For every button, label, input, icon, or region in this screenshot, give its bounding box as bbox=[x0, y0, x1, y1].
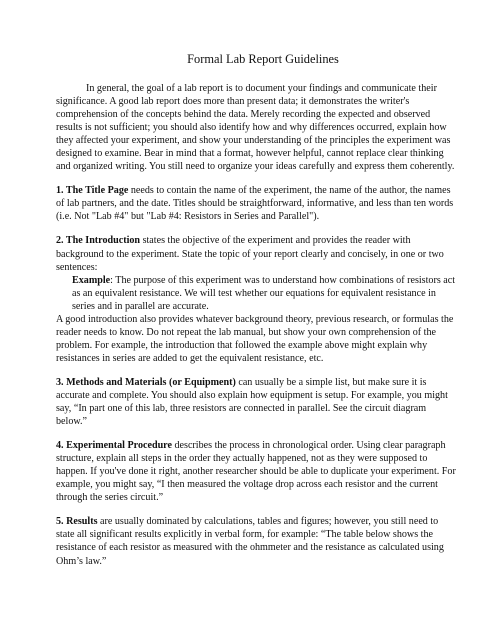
section-heading: 1. The Title Page bbox=[56, 185, 129, 197]
section-text: states the objective of the experiment and provides the reader with background to the experiment. State the topic of your report clearly and concisely, in one or two sentences: bbox=[56, 235, 444, 273]
section-text: describes the process in chronological order. Using clear paragraph structure, explain all steps in the order they actually happened, not as they were supposed to happen. If you've done it right, another researcher should be able to duplicate your experiment. For example, you might say, “I then measured the voltage drop across each resistor and the current through the series circuit.” bbox=[56, 440, 456, 504]
intro-paragraph: In general, the goal of a lab report is to document your findings and communicate their significance. A good lab report does more than present data; it demonstrates the writer's comprehension of the concepts behind the data. Merely recording the expected and observed results is not sufficient; you should also identify how and why differences occurred, explain how they affected your experiment, and show your understanding of the principles the experiment was designed to examine. Bear in mind that a format, however helpful, cannot replace clear thinking and organized writing. You still need to organize your ideas carefully and express them coherently. bbox=[56, 83, 455, 173]
section-text: can usually be a simple list, but make sure it is accurate and complete. You should also explain how equipment is setup. For example, you might say, “In part one of this lab, three resistors are connected in parallel. See the circuit diagram below.” bbox=[56, 376, 448, 428]
example-text: : The purpose of this experiment was to understand how combinations of resistors act as an equivalent resistance. We will test whether our equations for equivalent resistance in series and in parallel are accurate. bbox=[72, 274, 456, 312]
example-label: Example bbox=[72, 274, 111, 286]
section-heading: 4. Experimental Procedure bbox=[56, 440, 172, 452]
section-heading: 3. Methods and Materials (or Equipment) bbox=[56, 376, 236, 388]
page-title: Formal Lab Report Guidelines bbox=[187, 52, 339, 66]
section-heading: 2. The Introduction bbox=[56, 235, 141, 247]
example-paragraph bbox=[56, 274, 456, 313]
spacer bbox=[56, 504, 456, 515]
section-title-page bbox=[56, 184, 456, 223]
section-introduction bbox=[56, 234, 456, 273]
spacer bbox=[56, 223, 456, 234]
spacer bbox=[56, 428, 456, 439]
section-text: needs to contain the name of the experiment, the name of the author, the names of lab partners, and the date. Titles should be straightforward, informative, and less than ten words (i.e. Not "Lab #4" but "Lab #4: Resistors in Series and Parallel"). bbox=[56, 185, 454, 223]
spacer bbox=[56, 173, 456, 184]
introduction-followup: A good introduction also provides whatever background theory, previous research, or formulas the reader needs to know. Do not repeat the lab manual, but show your own comprehension of the problem. For example, the introduction that followed the example above might explain why resistances in series are added to get the equivalent resistance, etc. bbox=[56, 313, 454, 364]
section-methods bbox=[56, 376, 456, 428]
section-heading: 5. Results bbox=[56, 516, 98, 528]
document-page bbox=[56, 52, 456, 568]
section-results bbox=[56, 515, 456, 567]
spacer bbox=[56, 365, 456, 376]
section-text: are usually dominated by calculations, tables and figures; however, you still need to state all significant results explicitly in verbal form, for example: “The table below shows the resistance of each resistor as measured with the ohmmeter and the resistance as calculated using Ohm’s law.” bbox=[56, 516, 444, 567]
section-procedure bbox=[56, 439, 456, 504]
